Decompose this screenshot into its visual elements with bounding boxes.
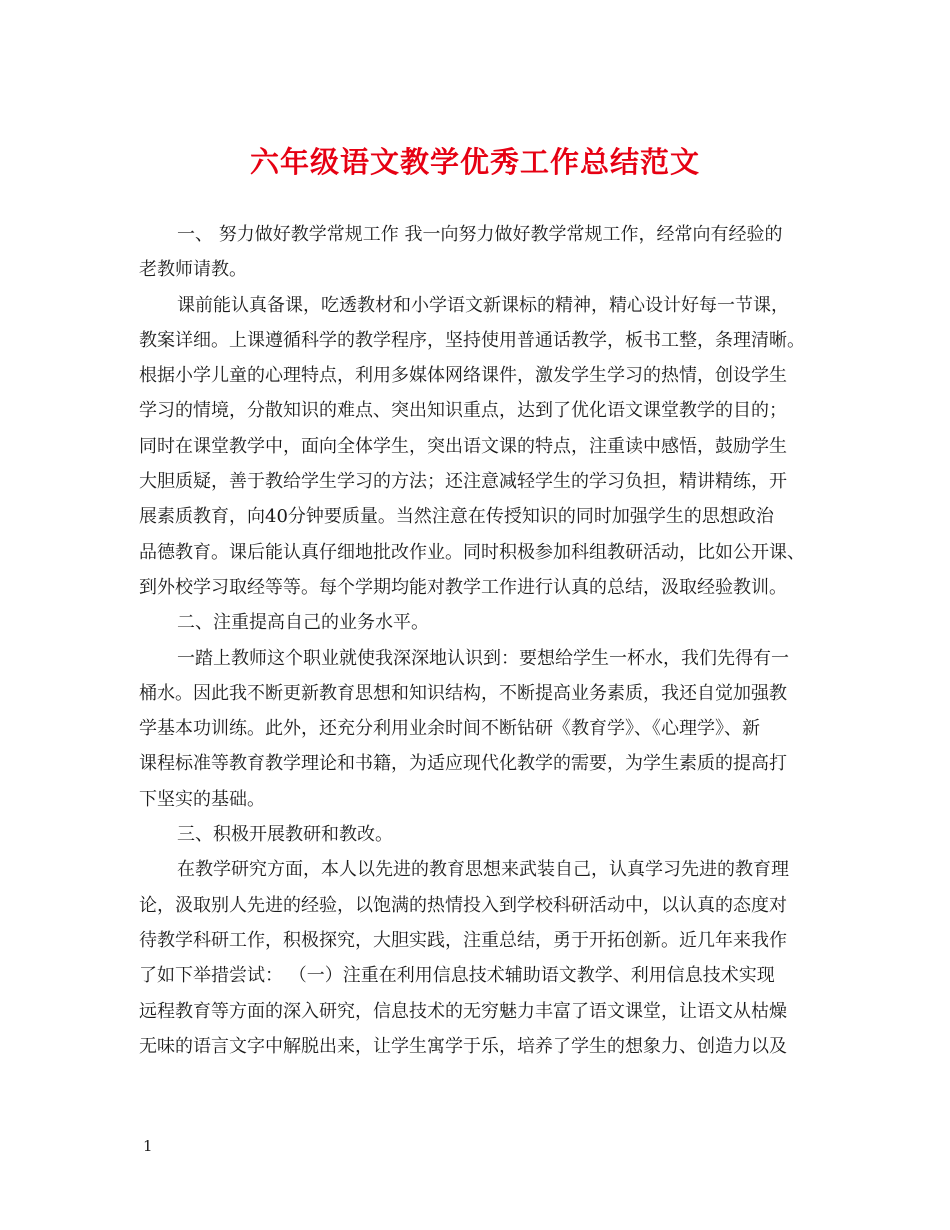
text-line: 课前能认真备课，吃透教材和小学语文新课标的精神，精心设计好每一节课， [177, 294, 789, 316]
text-line: 无味的语言文字中解脱出来，让学生寓学于乐，培养了学生的想象力、创造力以及 [139, 1035, 787, 1057]
page-number: 1 [143, 1137, 153, 1155]
document-title: 六年级语文教学优秀工作总结范文 [249, 145, 700, 179]
section-heading: 三、积极开展教研和教改。 [177, 824, 393, 846]
text-line: 一踏上教师这个职业就使我深深地认识到：要想给学生一杯水，我们先得有一 [177, 647, 789, 669]
text-line: 根据小学儿童的心理特点，利用多媒体网络课件，激发学生学习的热情，创设学生 [139, 365, 787, 387]
text-line: 学基本功训练。此外，还充分利用业余时间不断钻研《教育学》、《心理学》、新 [139, 718, 760, 740]
text-line: 教案详细。上课遵循科学的教学程序，坚持使用普通话教学，板书工整，条理清晰。 [139, 329, 805, 351]
text-line: 展素质教育，向40分钟要质量。当然注意在传授知识的同时加强学生的思想政治 [139, 506, 774, 528]
text-line: 远程教育等方面的深入研究，信息技术的无穷魅力丰富了语文课堂，让语文从枯燥 [139, 1000, 787, 1022]
text-line: 学习的情境，分散知识的难点、突出知识重点，达到了优化语文课堂教学的目的； [139, 400, 787, 422]
text-line: 桶水。因此我不断更新教育思想和知识结构，不断提高业务素质，我还自觉加强教 [139, 682, 787, 704]
text-line: 品德教育。课后能认真仔细地批改作业。同时积极参加科组教研活动，比如公开课、 [139, 541, 805, 563]
text-line: 一、 努力做好教学常规工作 我一向努力做好教学常规工作，经常向有经验的 [177, 224, 783, 245]
text-line: 课程标准等教育教学理论和书籍，为适应现代化教学的需要，为学生素质的提高打 [139, 753, 787, 775]
text-line: 论，汲取别人先进的经验，以饱满的热情投入到学校科研活动中，以认真的态度对 [139, 894, 787, 916]
section-heading: 二、注重提高自己的业务水平。 [177, 612, 429, 634]
text-line: 同时在课堂教学中，面向全体学生，突出语文课的特点，注重读中感悟，鼓励学生 [139, 435, 787, 457]
text-line: 到外校学习取经等等。每个学期均能对教学工作进行认真的总结，汲取经验教训。 [139, 576, 787, 598]
text-line: 下坚实的基础。 [139, 788, 265, 810]
text-line: 待教学科研工作，积极探究，大胆实践，注重总结，勇于开拓创新。近几年来我作 [139, 929, 787, 951]
text-line: 在教学研究方面，本人以先进的教育思想来武装自己，认真学习先进的教育理 [177, 859, 789, 881]
text-line: 大胆质疑，善于教给学生学习的方法；还注意减轻学生的学习负担，精讲精练，开 [139, 471, 787, 493]
text-line: 了如下举措尝试： （一）注重在利用信息技术辅助语文教学、利用信息技术实现 [139, 965, 775, 987]
text-line: 老教师请教。 [139, 259, 247, 281]
document-body [139, 217, 819, 1064]
